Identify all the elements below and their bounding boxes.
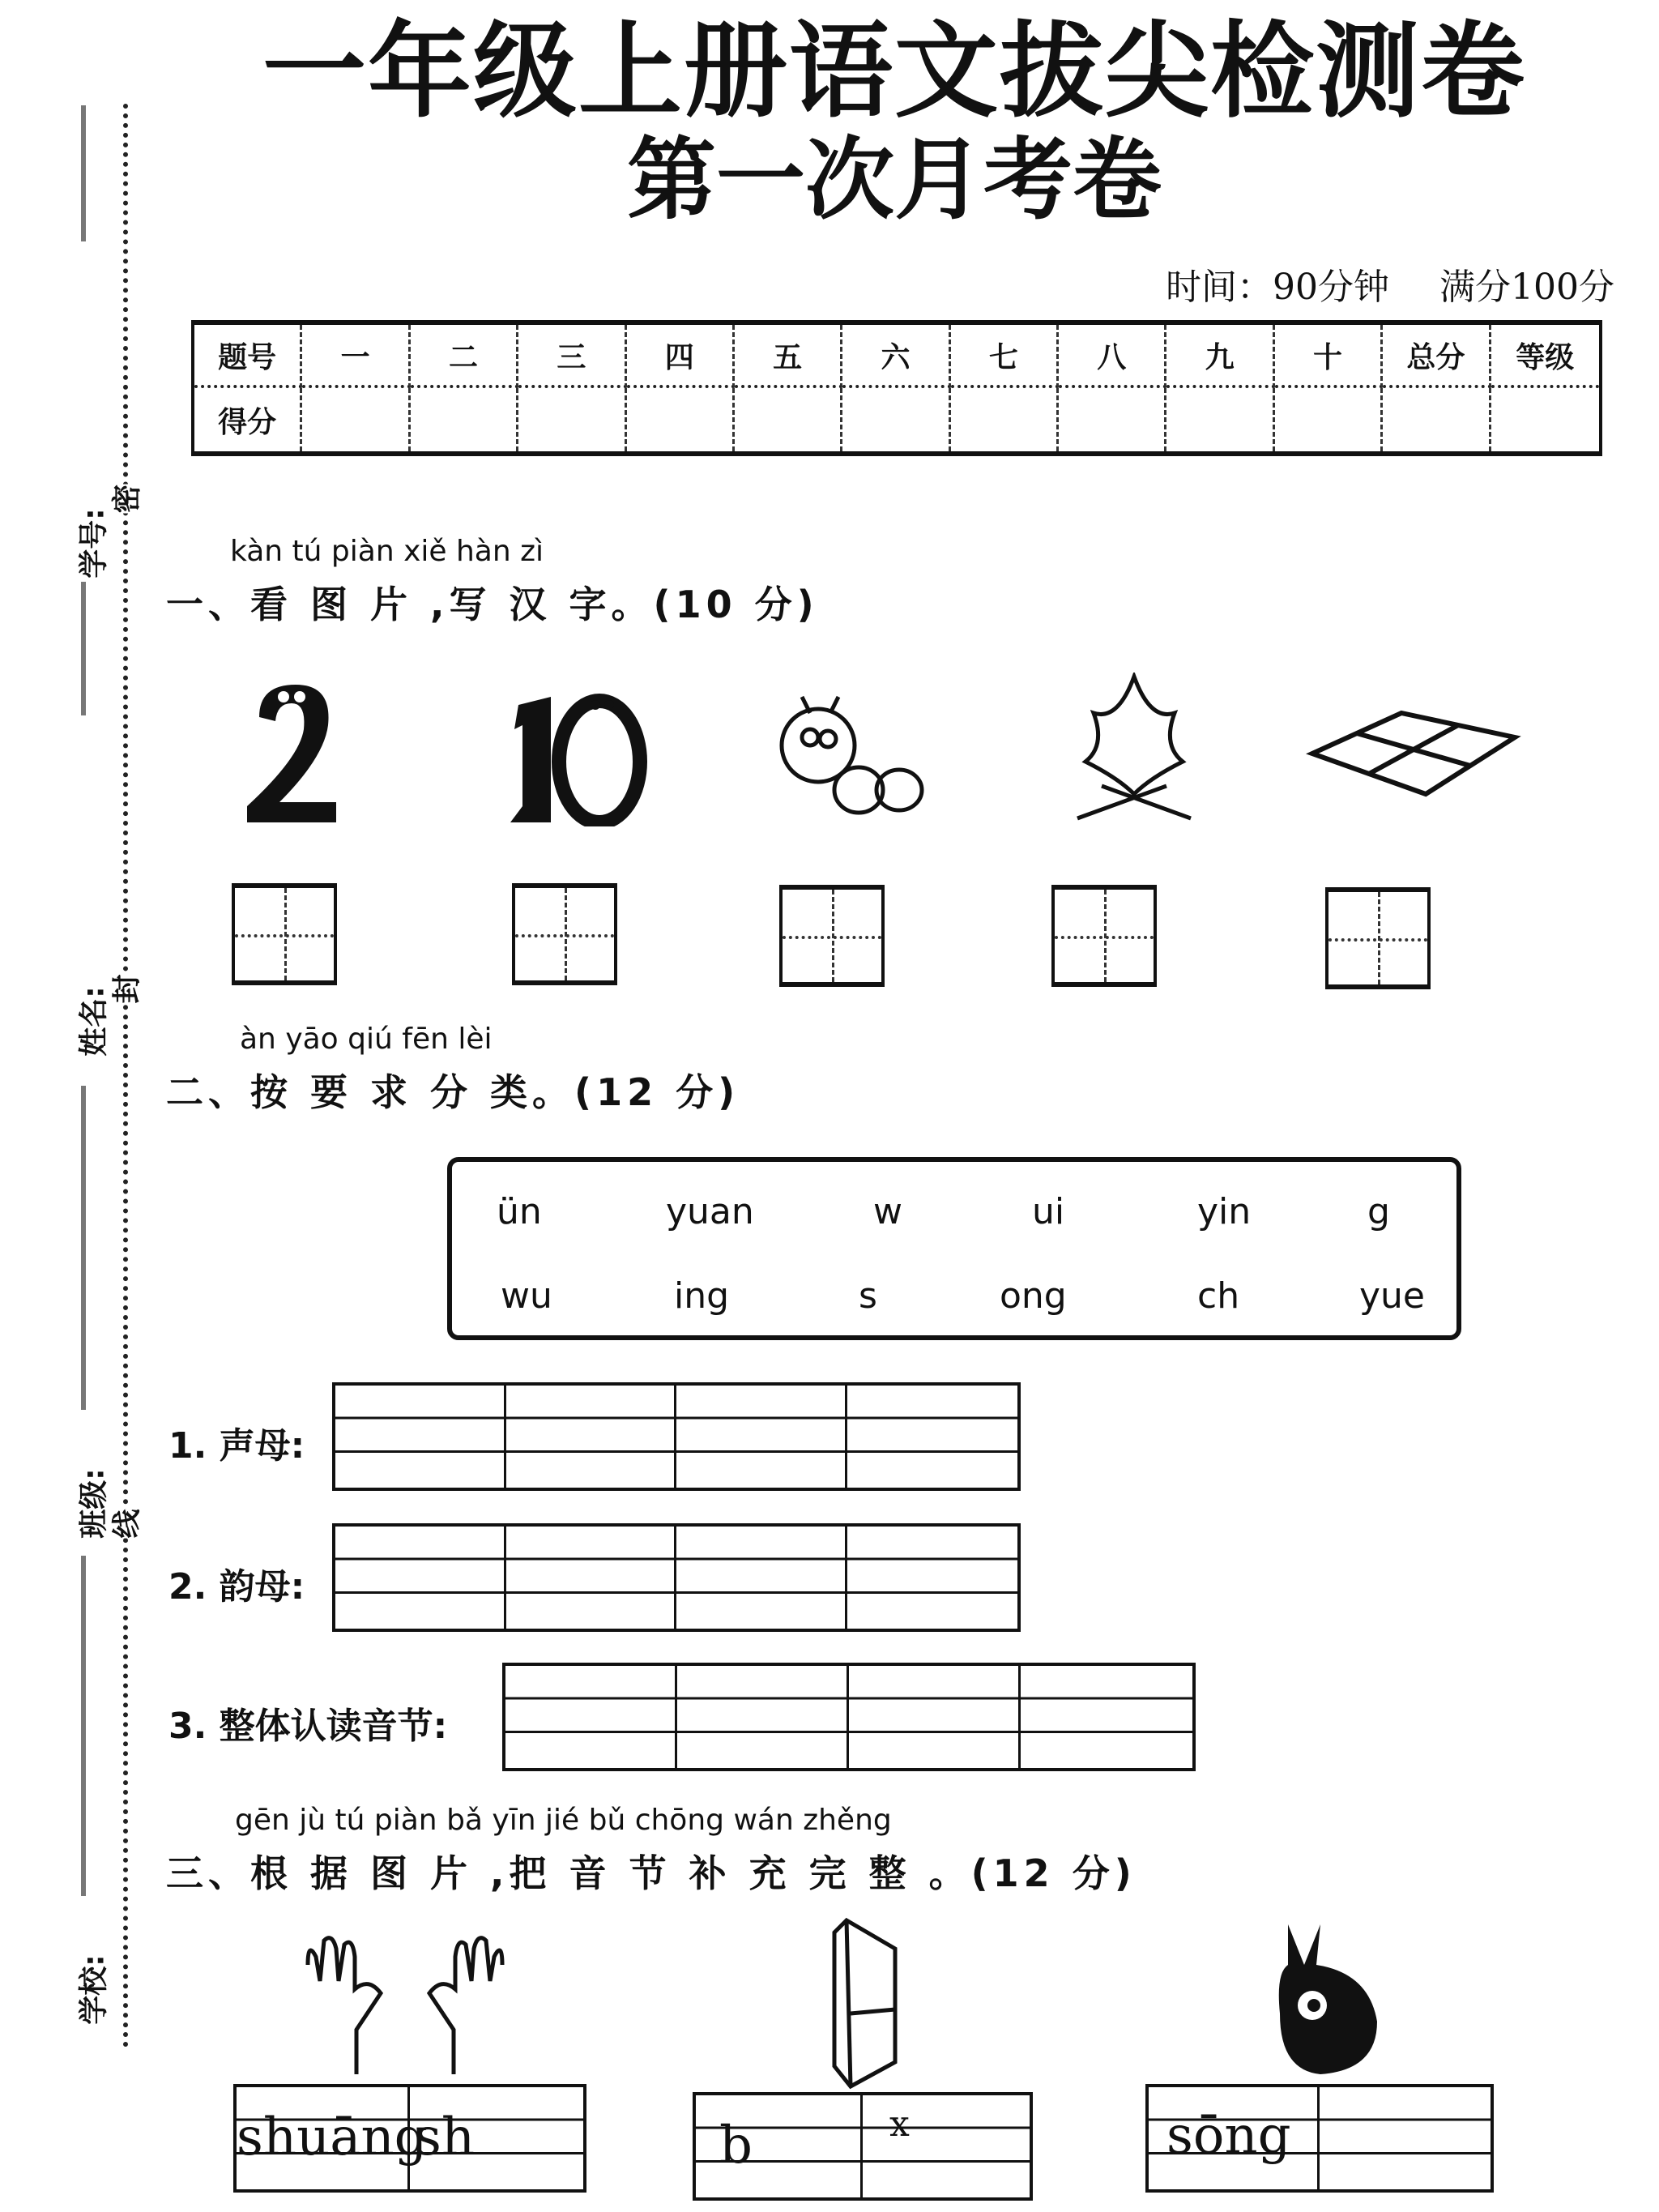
syllable-fill-right: sh	[415, 2107, 476, 2167]
score-cell[interactable]	[1383, 388, 1491, 451]
score-header-cell: 题号	[194, 325, 302, 388]
score-cell[interactable]	[411, 388, 518, 451]
whole-syllables-writing-grid[interactable]	[502, 1663, 1196, 1771]
exam-subtitle: 第一次月考卷	[627, 127, 1162, 232]
score-header-cell: 总分	[1383, 325, 1491, 388]
score-cell[interactable]	[627, 388, 735, 451]
name-label: 姓名:	[77, 986, 111, 1057]
writing-grid-box[interactable]	[1325, 887, 1431, 989]
pinyin-item: wu	[501, 1275, 552, 1317]
score-header-cell: 三	[518, 325, 626, 388]
squirrel-icon	[1264, 1916, 1385, 2078]
class-label: 班级:	[77, 1468, 111, 1539]
binding-char-seal: 密	[104, 484, 146, 513]
fire-icon	[1069, 673, 1199, 826]
score-header-cell: 六	[842, 325, 950, 388]
pinyin-item: g	[1367, 1191, 1390, 1232]
writing-grid-box[interactable]	[779, 885, 885, 987]
pinyin-item: ong	[1000, 1275, 1067, 1317]
caterpillar-icon	[770, 689, 932, 826]
student-id-label: 学号:	[77, 508, 111, 579]
score-header-cell: 八	[1059, 325, 1166, 388]
score-cell[interactable]	[735, 388, 842, 451]
score-header-cell: 一	[302, 325, 410, 388]
score-header-cell: 二	[411, 325, 518, 388]
whole-syllables-label: 3. 整体认读音节:	[168, 1706, 448, 1747]
score-cell[interactable]	[518, 388, 626, 451]
section3-pinyin: gēn jù tú piàn bǎ yīn jié bǔ chōng wán zhěng	[235, 1804, 892, 1837]
initials-label: 1. 声母:	[168, 1425, 305, 1467]
pinyin-item: ing	[674, 1275, 730, 1317]
initials-writing-grid[interactable]	[332, 1382, 1021, 1491]
pinyin-item: ün	[497, 1191, 542, 1232]
syllable-fill-right: x	[889, 2103, 910, 2145]
score-cell[interactable]	[842, 388, 950, 451]
score-header-cell: 十	[1275, 325, 1383, 388]
score-table	[191, 320, 1602, 456]
binding-char-seal: 封	[104, 974, 146, 1003]
binding-char-line: 线	[104, 1509, 146, 1538]
section3-title: 三、根 据 图 片 ,把 音 节 补 充 完 整 。(12 分)	[166, 1851, 1137, 1895]
exam-meta	[1127, 258, 1614, 310]
pinyin-item: ch	[1197, 1275, 1240, 1317]
pinyin-item: yue	[1359, 1275, 1425, 1317]
pinyin-item: s	[859, 1275, 877, 1317]
exam-time: 时间：90分钟	[1166, 267, 1390, 308]
section1-title: 一、看 图 片 ,写 汉 字。(10 分)	[166, 583, 819, 626]
exam-full-score: 满分100分	[1439, 267, 1614, 308]
pinyin-item: w	[873, 1191, 902, 1232]
hands-icon	[292, 1932, 518, 2078]
pinyin-item: yin	[1197, 1191, 1252, 1232]
score-cell[interactable]	[302, 388, 410, 451]
syllable-fill-left: b	[719, 2116, 753, 2176]
score-header-cell: 四	[627, 325, 735, 388]
name-line[interactable]	[81, 582, 86, 715]
score-header-cell: 等级	[1491, 325, 1599, 388]
section2-title: 二、按 要 求 分 类。(12 分)	[166, 1070, 740, 1114]
writing-grid-box[interactable]	[1051, 885, 1157, 987]
number-two-icon	[235, 681, 348, 826]
school-line[interactable]	[81, 1556, 86, 1896]
score-header-cell: 七	[951, 325, 1059, 388]
finals-label: 2. 韵母:	[168, 1566, 305, 1608]
finals-writing-grid[interactable]	[332, 1523, 1021, 1632]
exam-title: 一年级上册语文拔尖检测卷	[262, 11, 1526, 132]
score-row-label: 得分	[194, 388, 302, 451]
score-cell[interactable]	[1166, 388, 1274, 451]
score-header-cell: 五	[735, 325, 842, 388]
number-ten-icon	[502, 681, 648, 826]
pinyin-item: ui	[1032, 1191, 1065, 1232]
syllable-fill-left: shuāng	[237, 2107, 428, 2167]
section1-pinyin: kàn tú piàn xiě hàn zì	[230, 535, 544, 568]
class-line[interactable]	[81, 1086, 86, 1410]
score-cell[interactable]	[1491, 388, 1599, 451]
score-cell[interactable]	[951, 388, 1059, 451]
pinyin-item: yuan	[666, 1191, 754, 1232]
score-cell[interactable]	[1059, 388, 1166, 451]
score-header-cell: 九	[1166, 325, 1274, 388]
section2-pinyin: àn yāo qiú fēn lèi	[240, 1023, 493, 1056]
writing-grid-box[interactable]	[512, 883, 617, 985]
student-id-line[interactable]	[81, 105, 86, 241]
field-icon	[1304, 705, 1523, 802]
binding-dotted-line	[123, 104, 128, 2048]
refrigerator-icon	[826, 1916, 907, 2090]
school-label: 学校:	[77, 1954, 111, 2025]
pinyin-word-box	[447, 1157, 1461, 1340]
score-cell[interactable]	[1275, 388, 1383, 451]
writing-grid-box[interactable]	[232, 883, 337, 985]
syllable-fill-left: sōng	[1166, 2106, 1291, 2166]
